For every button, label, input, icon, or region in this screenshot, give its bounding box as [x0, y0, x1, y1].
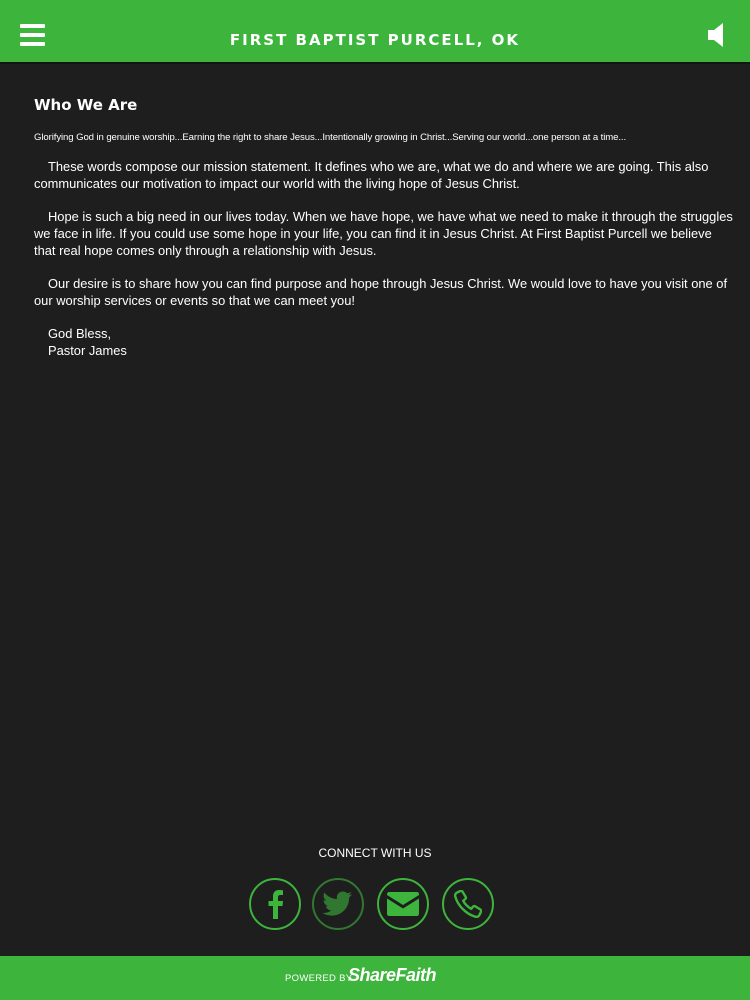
- speaker-icon: [707, 22, 729, 48]
- app-title: FIRST BAPTIST PURCELL, OK: [229, 31, 521, 49]
- twitter-icon: [323, 891, 353, 917]
- email-icon: [387, 892, 419, 916]
- app-footer: [0, 956, 750, 1000]
- sound-button[interactable]: [707, 22, 729, 48]
- app-header: [0, 0, 750, 62]
- signature-text: Pastor James: [48, 343, 127, 358]
- twitter-button[interactable]: [312, 878, 364, 930]
- paragraph-hope: Hope is such a big need in our lives today. When we have hope, we have what we need to make it through the struggles we face in life. If you could use some hope in your life, you can find it in Jesus Christ. At First Baptist Purcell we believe that real hope comes only through a relationship with Jesus.: [34, 209, 733, 258]
- connect-label: CONNECT WITH US: [318, 846, 432, 860]
- hamburger-menu-icon-bar: [20, 42, 45, 46]
- hamburger-menu-icon: [20, 24, 45, 28]
- paragraph-mission: These words compose our mission statement. It defines who we are, what we do and where we are going. This also communicates our motivation to impact our world with the living hope of Jesus Christ.: [34, 159, 709, 191]
- page-content: [34, 96, 734, 359]
- paragraph-desire: Our desire is to share how you can find purpose and hope through Jesus Christ. We would love to have you visit one of our worship services or events so that we can meet you!: [34, 276, 728, 308]
- header-divider: [0, 62, 750, 64]
- hamburger-menu-icon-bar: [20, 33, 45, 37]
- menu-button[interactable]: [20, 24, 46, 46]
- closing-text: God Bless,: [48, 326, 112, 341]
- powered-by-text: POWERED BY: [285, 973, 353, 984]
- email-button[interactable]: [377, 878, 429, 930]
- mission-statement: Glorifying God in genuine worship...Earning the right to share Jesus...Intentionally growing in Christ...Serving our world...one person at a time...: [34, 132, 627, 143]
- facebook-button[interactable]: [249, 878, 301, 930]
- phone-button[interactable]: [442, 878, 494, 930]
- sharefaith-logo[interactable]: ShareFaith: [348, 965, 437, 985]
- facebook-icon: [266, 889, 284, 919]
- page-title: Who We Are: [34, 96, 138, 114]
- phone-icon: [454, 890, 482, 918]
